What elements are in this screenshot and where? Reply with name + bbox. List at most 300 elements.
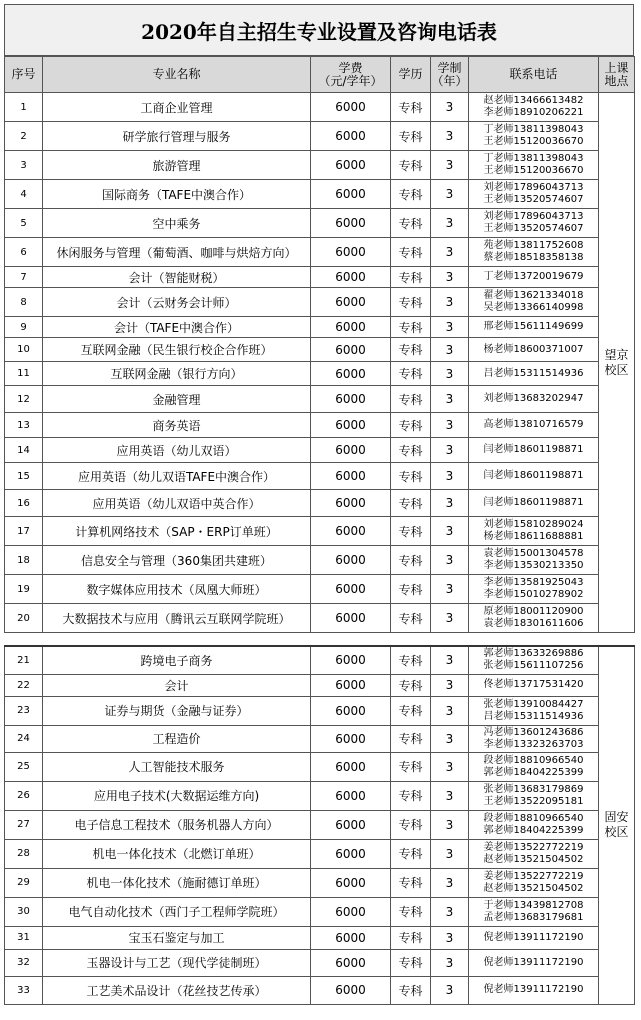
row-fee: 6000 — [311, 949, 391, 976]
row-years: 3 — [431, 839, 469, 868]
campus-line2: 校区 — [604, 825, 629, 840]
header-campus-line2: 地点 — [604, 73, 629, 88]
phone-contact: 佟老师13717531420 — [483, 679, 584, 690]
row-years: 3 — [431, 897, 469, 926]
phone-contact: 刘老师15810289024 — [483, 519, 584, 530]
phone-contact: 郭老师18404225399 — [483, 824, 584, 836]
majors-table-part2 — [4, 645, 635, 1005]
row-fee: 6000 — [311, 238, 391, 267]
campus-line1: 望京 — [604, 347, 629, 362]
row-seq: 14 — [5, 438, 43, 463]
campus-line2: 校区 — [604, 362, 629, 377]
row-seq: 13 — [5, 413, 43, 438]
row-years: 3 — [431, 122, 469, 151]
phone-contact: 张老师13683179869 — [483, 783, 584, 795]
campus-line1: 固安 — [604, 810, 629, 825]
row-seq: 28 — [5, 839, 43, 868]
row-education: 专科 — [391, 646, 431, 674]
table-row — [5, 546, 635, 575]
row-years: 3 — [431, 463, 469, 490]
row-education: 专科 — [391, 93, 431, 122]
row-phones — [469, 180, 599, 209]
phone-contact: 王老师13520574607 — [483, 223, 584, 234]
row-seq: 16 — [5, 490, 43, 517]
row-phones — [469, 209, 599, 238]
table-row — [5, 949, 635, 976]
row-seq: 27 — [5, 810, 43, 839]
phone-contact: 杨老师18611688881 — [483, 531, 584, 542]
row-years: 3 — [431, 267, 469, 288]
table-row — [5, 926, 635, 949]
row-phones — [469, 546, 599, 575]
row-years: 3 — [431, 386, 469, 413]
table-row — [5, 317, 635, 338]
row-major-name: 应用英语（幼儿双语中英合作） — [43, 490, 311, 517]
row-years: 3 — [431, 317, 469, 338]
row-education: 专科 — [391, 575, 431, 604]
phone-contact: 赵老师13466613482 — [483, 95, 584, 106]
phone-contact: 张老师13910084427 — [483, 698, 584, 710]
table-row — [5, 696, 635, 725]
table-header-row — [5, 57, 635, 93]
row-fee: 6000 — [311, 93, 391, 122]
row-years: 3 — [431, 93, 469, 122]
table-row — [5, 490, 635, 517]
phone-contact: 袁老师18301611606 — [483, 618, 584, 629]
row-phones — [469, 696, 599, 725]
row-seq: 1 — [5, 93, 43, 122]
row-major-name: 工商企业管理 — [43, 93, 311, 122]
row-seq: 29 — [5, 868, 43, 897]
row-major-name: 机电一体化技术（北燃订单班） — [43, 839, 311, 868]
row-education: 专科 — [391, 810, 431, 839]
table-row — [5, 575, 635, 604]
row-major-name: 信息安全与管理（360集团共建班） — [43, 546, 311, 575]
table-row — [5, 839, 635, 868]
row-seq: 30 — [5, 897, 43, 926]
row-seq: 9 — [5, 317, 43, 338]
row-major-name: 玉器设计与工艺（现代学徒制班） — [43, 949, 311, 976]
phone-contact: 闫老师18601198871 — [483, 444, 584, 455]
phone-contact: 丁老师13811398043 — [483, 153, 584, 164]
phone-contact: 张老师15611107256 — [483, 660, 584, 672]
row-phones — [469, 674, 599, 696]
row-years: 3 — [431, 752, 469, 781]
row-major-name: 会计（云财务会计师） — [43, 288, 311, 317]
row-years: 3 — [431, 238, 469, 267]
table-row — [5, 288, 635, 317]
row-phones — [469, 267, 599, 288]
table-row — [5, 781, 635, 810]
row-education: 专科 — [391, 839, 431, 868]
row-seq: 10 — [5, 338, 43, 362]
row-fee: 6000 — [311, 438, 391, 463]
page-title: 2020年自主招生专业设置及咨询电话表 — [4, 4, 634, 56]
row-fee: 6000 — [311, 696, 391, 725]
row-fee: 6000 — [311, 646, 391, 674]
table-row — [5, 752, 635, 781]
row-major-name: 机电一体化技术（施耐德订单班） — [43, 868, 311, 897]
phone-contact: 于老师13439812708 — [483, 899, 584, 911]
phone-contact: 郭老师18404225399 — [483, 766, 584, 778]
row-years: 3 — [431, 338, 469, 362]
row-major-name: 电气自动化技术（西门子工程师学院班） — [43, 897, 311, 926]
phone-contact: 姜老师13522772219 — [483, 841, 584, 853]
phone-contact: 孟老师13683179681 — [483, 911, 584, 923]
header-fee-line1: 学费 — [338, 60, 363, 75]
row-seq: 5 — [5, 209, 43, 238]
row-fee: 6000 — [311, 674, 391, 696]
row-fee: 6000 — [311, 897, 391, 926]
row-fee: 6000 — [311, 413, 391, 438]
row-education: 专科 — [391, 926, 431, 949]
row-major-name: 国际商务（TAFE中澳合作） — [43, 180, 311, 209]
row-major-name: 应用英语（幼儿双语TAFE中澳合作） — [43, 463, 311, 490]
phone-contact: 段老师18810966540 — [483, 812, 584, 824]
row-fee: 6000 — [311, 752, 391, 781]
row-seq: 24 — [5, 725, 43, 752]
row-major-name: 互联网金融（银行方向） — [43, 362, 311, 386]
row-major-name: 会计（智能财税） — [43, 267, 311, 288]
row-education: 专科 — [391, 897, 431, 926]
row-fee: 6000 — [311, 288, 391, 317]
table-gap — [4, 636, 634, 645]
row-fee: 6000 — [311, 386, 391, 413]
row-seq: 18 — [5, 546, 43, 575]
phone-contact: 倪老师13911172190 — [483, 931, 584, 943]
phone-contact: 吕老师15311514936 — [483, 710, 584, 722]
row-fee: 6000 — [311, 976, 391, 1004]
row-education: 专科 — [391, 209, 431, 238]
row-education: 专科 — [391, 180, 431, 209]
row-major-name: 旅游管理 — [43, 151, 311, 180]
row-education: 专科 — [391, 463, 431, 490]
campus-cell — [599, 646, 635, 1004]
row-major-name: 互联网金融（民生银行校企合作班） — [43, 338, 311, 362]
row-seq: 31 — [5, 926, 43, 949]
row-fee: 6000 — [311, 926, 391, 949]
header-campus-line1: 上课 — [604, 60, 629, 75]
row-seq: 17 — [5, 517, 43, 546]
phone-contact: 吕老师15311514936 — [483, 367, 584, 379]
row-years: 3 — [431, 926, 469, 949]
header-years-line2: （年） — [431, 73, 468, 88]
row-phones — [469, 949, 599, 976]
table-row — [5, 338, 635, 362]
row-major-name: 应用电子技术(大数据运维方向) — [43, 781, 311, 810]
phone-contact: 闫老师18601198871 — [483, 497, 584, 508]
table-row — [5, 725, 635, 752]
row-phones — [469, 317, 599, 338]
row-education: 专科 — [391, 151, 431, 180]
row-education: 专科 — [391, 362, 431, 386]
row-years: 3 — [431, 413, 469, 438]
row-seq: 7 — [5, 267, 43, 288]
row-seq: 12 — [5, 386, 43, 413]
majors-table-part1 — [4, 56, 635, 633]
row-years: 3 — [431, 976, 469, 1004]
row-major-name: 人工智能技术服务 — [43, 752, 311, 781]
header-name: 专业名称 — [43, 57, 311, 93]
phone-contact: 闫老师18601198871 — [483, 470, 584, 481]
phone-contact: 冯老师13601243686 — [483, 726, 584, 738]
phone-contact: 赵老师13521504502 — [483, 882, 584, 894]
row-major-name: 会计（TAFE中澳合作） — [43, 317, 311, 338]
row-education: 专科 — [391, 317, 431, 338]
row-years: 3 — [431, 490, 469, 517]
row-fee: 6000 — [311, 546, 391, 575]
row-seq: 2 — [5, 122, 43, 151]
phone-contact: 李老师15010278902 — [483, 589, 584, 600]
row-major-name: 工艺美术品设计（花丝技艺传承） — [43, 976, 311, 1004]
row-education: 专科 — [391, 604, 431, 633]
row-seq: 3 — [5, 151, 43, 180]
phone-contact: 倪老师13911172190 — [483, 956, 584, 968]
phone-contact: 袁老师15001304578 — [483, 548, 584, 559]
phone-contact: 李老师13323263703 — [483, 738, 584, 750]
table-row — [5, 868, 635, 897]
phone-contact: 苑老师13811752608 — [483, 240, 584, 251]
row-education: 专科 — [391, 386, 431, 413]
campus-cell — [599, 93, 635, 633]
row-phones — [469, 122, 599, 151]
row-major-name: 电子信息工程技术（服务机器人方向） — [43, 810, 311, 839]
row-phones — [469, 646, 599, 674]
row-education: 专科 — [391, 517, 431, 546]
row-major-name: 空中乘务 — [43, 209, 311, 238]
row-phones — [469, 926, 599, 949]
row-phones — [469, 413, 599, 438]
row-phones — [469, 490, 599, 517]
phone-contact: 姜老师13522772219 — [483, 870, 584, 882]
phone-contact: 翟老师13621334018 — [483, 290, 584, 301]
phone-contact: 杨老师18600371007 — [483, 343, 584, 355]
phone-contact: 赵老师13521504502 — [483, 853, 584, 865]
row-fee: 6000 — [311, 575, 391, 604]
phone-contact: 刘老师17896043713 — [483, 182, 584, 193]
table-row — [5, 976, 635, 1004]
row-seq: 33 — [5, 976, 43, 1004]
row-fee: 6000 — [311, 317, 391, 338]
row-fee: 6000 — [311, 463, 391, 490]
row-fee: 6000 — [311, 868, 391, 897]
phone-contact: 王老师15120036670 — [483, 165, 584, 176]
phone-contact: 段老师18810966540 — [483, 754, 584, 766]
row-seq: 22 — [5, 674, 43, 696]
phone-contact: 高老师13810716579 — [483, 419, 584, 430]
row-phones — [469, 238, 599, 267]
header-seq: 序号 — [5, 57, 43, 93]
row-phones — [469, 868, 599, 897]
table-row — [5, 604, 635, 633]
row-major-name: 金融管理 — [43, 386, 311, 413]
row-years: 3 — [431, 288, 469, 317]
row-years: 3 — [431, 517, 469, 546]
phone-contact: 王老师13522095181 — [483, 795, 584, 807]
header-fee-line2: （元/学年） — [318, 73, 383, 88]
row-seq: 26 — [5, 781, 43, 810]
row-years: 3 — [431, 209, 469, 238]
row-seq: 11 — [5, 362, 43, 386]
row-years: 3 — [431, 868, 469, 897]
row-phones — [469, 839, 599, 868]
row-years: 3 — [431, 546, 469, 575]
phone-contact: 刘老师13683202947 — [483, 393, 584, 404]
row-phones — [469, 604, 599, 633]
row-seq: 6 — [5, 238, 43, 267]
phone-contact: 丁老师13720019679 — [483, 271, 584, 282]
row-phones — [469, 781, 599, 810]
table-row — [5, 238, 635, 267]
row-fee: 6000 — [311, 180, 391, 209]
row-education: 专科 — [391, 490, 431, 517]
row-phones — [469, 288, 599, 317]
row-fee: 6000 — [311, 490, 391, 517]
phone-contact: 丁老师13811398043 — [483, 124, 584, 135]
row-years: 3 — [431, 180, 469, 209]
row-seq: 8 — [5, 288, 43, 317]
table-row — [5, 810, 635, 839]
row-education: 专科 — [391, 976, 431, 1004]
phone-contact: 王老师13520574607 — [483, 194, 584, 205]
phone-contact: 蔡老师18518358138 — [483, 252, 584, 263]
phone-contact: 倪老师13911172190 — [483, 984, 584, 995]
row-fee: 6000 — [311, 781, 391, 810]
row-seq: 19 — [5, 575, 43, 604]
row-phones — [469, 463, 599, 490]
row-education: 专科 — [391, 696, 431, 725]
row-phones — [469, 976, 599, 1004]
row-major-name: 休闲服务与管理（葡萄酒、咖啡与烘焙方向） — [43, 238, 311, 267]
row-fee: 6000 — [311, 362, 391, 386]
row-phones — [469, 810, 599, 839]
phone-contact: 吴老师13366140998 — [483, 302, 584, 313]
header-fee — [311, 57, 391, 93]
table-row — [5, 362, 635, 386]
table-row — [5, 267, 635, 288]
header-years-line1: 学制 — [437, 60, 462, 75]
table-row — [5, 209, 635, 238]
header-phone: 联系电话 — [469, 57, 599, 93]
row-fee: 6000 — [311, 122, 391, 151]
header-campus — [599, 57, 635, 93]
row-phones — [469, 517, 599, 546]
phone-contact: 原老师18001120900 — [483, 606, 584, 617]
row-phones — [469, 438, 599, 463]
row-education: 专科 — [391, 438, 431, 463]
row-fee: 6000 — [311, 604, 391, 633]
row-education: 专科 — [391, 546, 431, 575]
row-fee: 6000 — [311, 810, 391, 839]
table-row — [5, 674, 635, 696]
row-education: 专科 — [391, 238, 431, 267]
table-row — [5, 646, 635, 674]
row-seq: 20 — [5, 604, 43, 633]
table-row — [5, 897, 635, 926]
row-years: 3 — [431, 810, 469, 839]
phone-contact: 郭老师13633269886 — [483, 648, 584, 660]
row-education: 专科 — [391, 674, 431, 696]
phone-contact: 李老师13581925043 — [483, 577, 584, 588]
table-row — [5, 438, 635, 463]
row-phones — [469, 362, 599, 386]
row-years: 3 — [431, 949, 469, 976]
row-fee: 6000 — [311, 267, 391, 288]
table-row — [5, 122, 635, 151]
row-education: 专科 — [391, 413, 431, 438]
header-edu: 学历 — [391, 57, 431, 93]
row-phones — [469, 151, 599, 180]
row-major-name: 会计 — [43, 674, 311, 696]
table-row — [5, 151, 635, 180]
row-years: 3 — [431, 362, 469, 386]
row-major-name: 数字媒体应用技术（凤凰大师班） — [43, 575, 311, 604]
row-major-name: 工程造价 — [43, 725, 311, 752]
header-years — [431, 57, 469, 93]
phone-contact: 王老师15120036670 — [483, 136, 584, 147]
row-seq: 15 — [5, 463, 43, 490]
table-row — [5, 180, 635, 209]
row-seq: 32 — [5, 949, 43, 976]
table-row — [5, 463, 635, 490]
phone-contact: 李老师18910206221 — [483, 107, 584, 118]
row-phones — [469, 725, 599, 752]
row-education: 专科 — [391, 338, 431, 362]
row-education: 专科 — [391, 288, 431, 317]
row-education: 专科 — [391, 949, 431, 976]
row-years: 3 — [431, 438, 469, 463]
phone-contact: 李老师13530213350 — [483, 560, 584, 571]
row-education: 专科 — [391, 781, 431, 810]
row-fee: 6000 — [311, 517, 391, 546]
table-row — [5, 386, 635, 413]
row-fee: 6000 — [311, 151, 391, 180]
row-phones — [469, 897, 599, 926]
row-phones — [469, 575, 599, 604]
row-seq: 23 — [5, 696, 43, 725]
row-education: 专科 — [391, 752, 431, 781]
row-seq: 21 — [5, 646, 43, 674]
row-major-name: 计算机网络技术（SAP・ERP订单班） — [43, 517, 311, 546]
row-seq: 25 — [5, 752, 43, 781]
row-major-name: 宝玉石鉴定与加工 — [43, 926, 311, 949]
row-education: 专科 — [391, 122, 431, 151]
row-major-name: 大数据技术与应用（腾讯云互联网学院班） — [43, 604, 311, 633]
row-years: 3 — [431, 781, 469, 810]
row-fee: 6000 — [311, 338, 391, 362]
row-phones — [469, 93, 599, 122]
row-fee: 6000 — [311, 209, 391, 238]
row-fee: 6000 — [311, 839, 391, 868]
row-major-name: 商务英语 — [43, 413, 311, 438]
row-seq: 4 — [5, 180, 43, 209]
row-phones — [469, 338, 599, 362]
row-years: 3 — [431, 604, 469, 633]
row-fee: 6000 — [311, 725, 391, 752]
table-row — [5, 93, 635, 122]
row-major-name: 应用英语（幼儿双语） — [43, 438, 311, 463]
row-years: 3 — [431, 674, 469, 696]
row-phones — [469, 386, 599, 413]
phone-contact: 邢老师15611149699 — [483, 321, 584, 332]
row-major-name: 证券与期货（金融与证券） — [43, 696, 311, 725]
row-education: 专科 — [391, 868, 431, 897]
table-row — [5, 517, 635, 546]
row-phones — [469, 752, 599, 781]
row-years: 3 — [431, 151, 469, 180]
row-major-name: 跨境电子商务 — [43, 646, 311, 674]
row-education: 专科 — [391, 725, 431, 752]
